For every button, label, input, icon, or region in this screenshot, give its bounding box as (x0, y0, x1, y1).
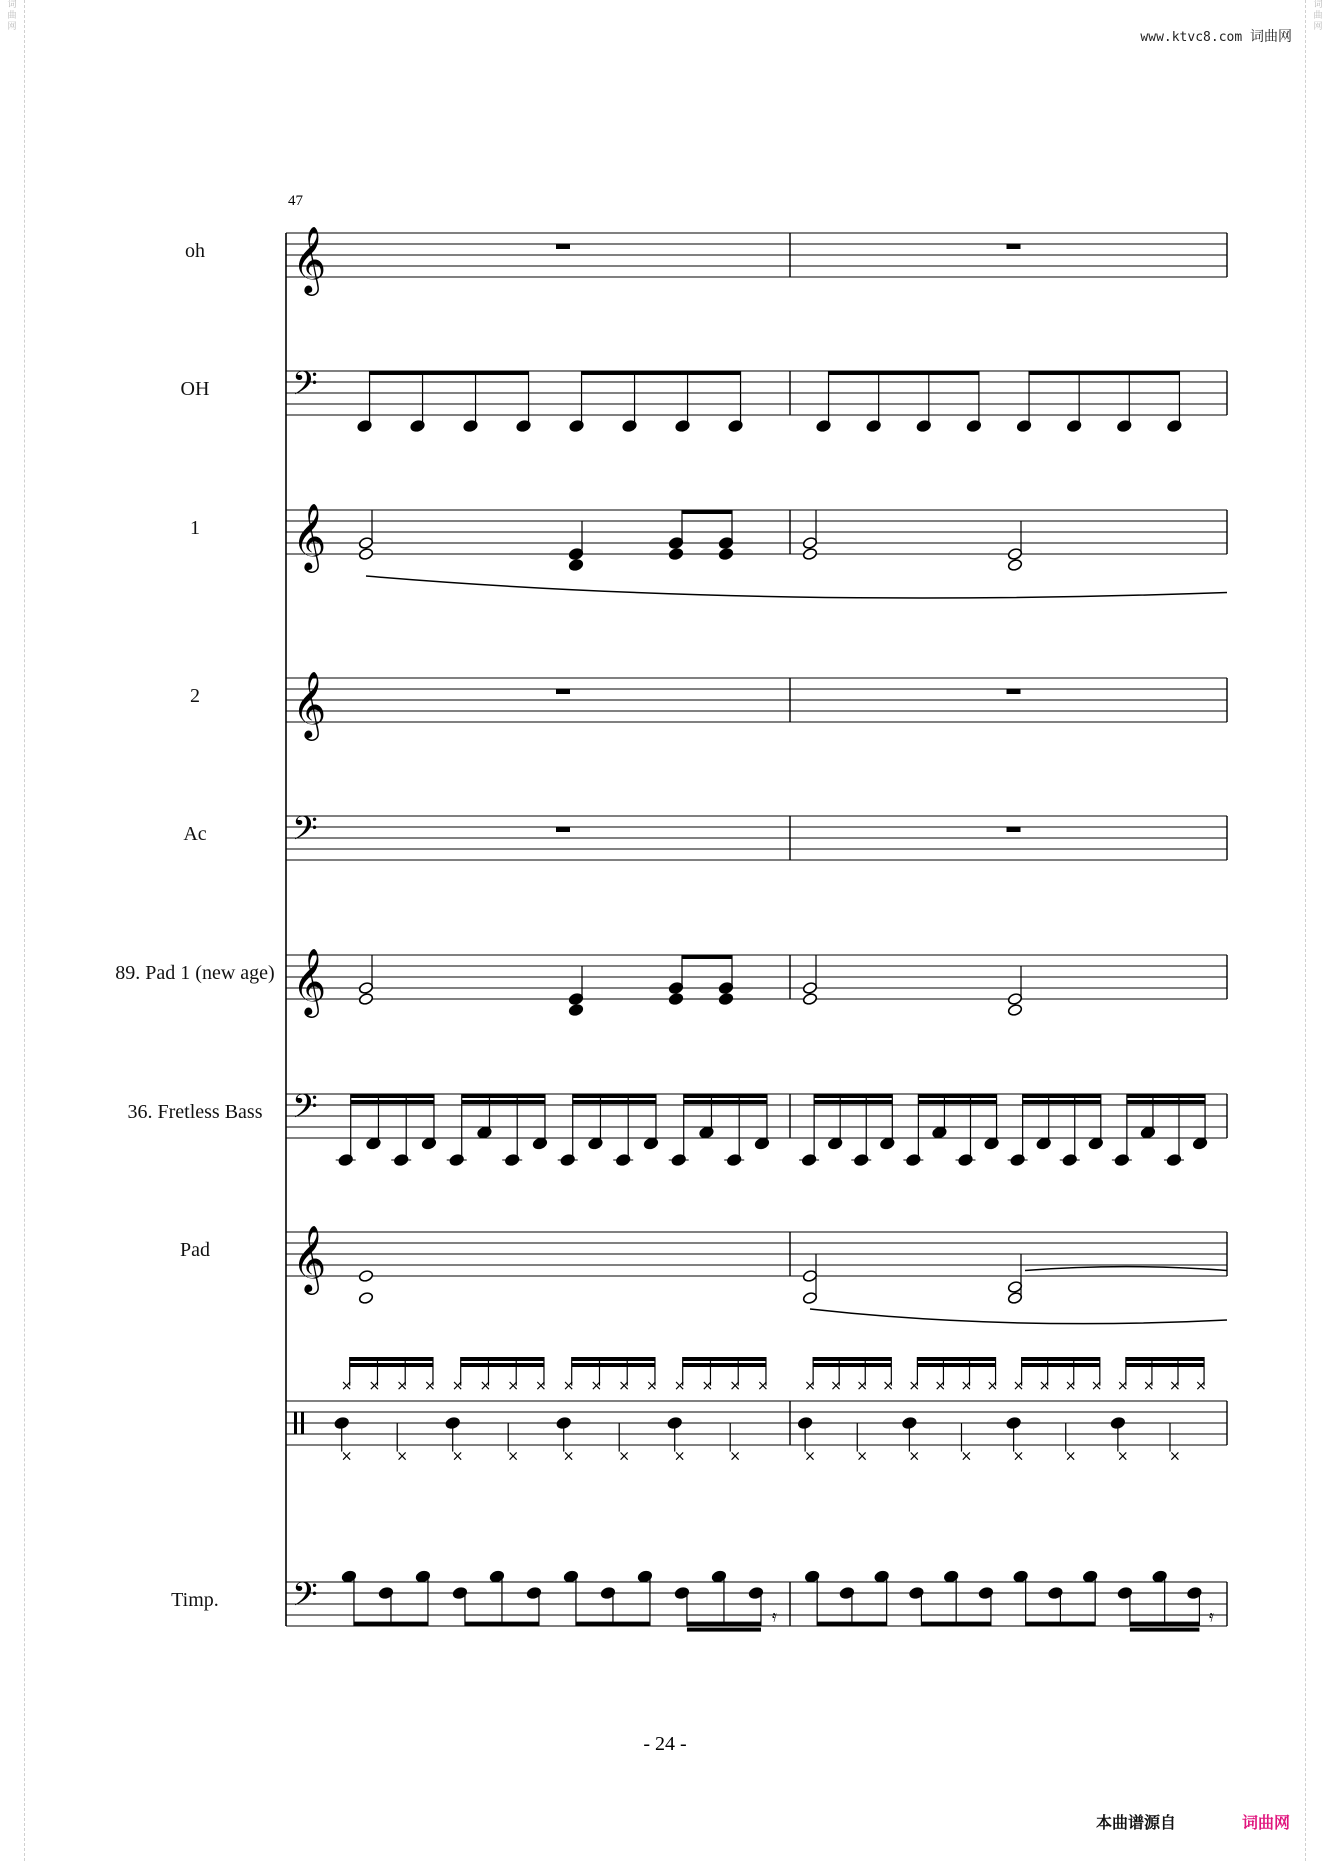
note-beam (350, 1363, 433, 1367)
hihat-note: × (396, 1378, 408, 1394)
note-head (568, 558, 583, 571)
drum-note (797, 1416, 812, 1429)
sixteenth-rest: 𝄿 (772, 1606, 777, 1626)
whole-note (358, 1291, 373, 1304)
note-head (802, 1269, 817, 1282)
note-head (718, 981, 733, 994)
note-head (802, 992, 817, 1005)
pedal-note: × (1168, 1448, 1181, 1465)
note-beam (576, 1622, 650, 1626)
note-beam (573, 1094, 656, 1098)
note-beam (370, 371, 529, 375)
note-head (718, 536, 733, 549)
note-head (1007, 1291, 1022, 1304)
note-beam (684, 1094, 767, 1098)
percussion-clef (294, 1412, 297, 1434)
note-beam (917, 1363, 995, 1367)
drum-note (667, 1416, 682, 1429)
bass-clef: 𝄢 (292, 1576, 318, 1622)
note-beam (572, 1363, 655, 1367)
note-head (668, 981, 683, 994)
note-beam (462, 1094, 545, 1098)
note-head (568, 547, 583, 560)
sixteenth-rest: 𝄿 (1209, 1606, 1214, 1626)
hihat-note: × (645, 1378, 658, 1394)
tie (1025, 1267, 1227, 1271)
drum-note (1006, 1416, 1021, 1429)
instrument-label: Pad (180, 1239, 210, 1261)
site-url-text: www.ktvc8.com (1140, 30, 1243, 45)
hihat-note: × (451, 1378, 464, 1394)
note-beam (921, 1622, 991, 1626)
note-beam (682, 510, 732, 514)
drum-note (445, 1416, 460, 1429)
note-beam (1130, 1622, 1200, 1626)
hihat-note: × (856, 1378, 868, 1394)
note-head (568, 1003, 583, 1016)
treble-clef: 𝄞 (292, 670, 327, 738)
note-head (1007, 558, 1022, 571)
note-beam (829, 371, 979, 375)
hihat-note: × (590, 1378, 603, 1394)
note-beam (813, 1357, 891, 1361)
note-beam (572, 1357, 655, 1361)
hihat-note: × (986, 1378, 999, 1394)
footer-source-text: 本曲谱源自 (1096, 1813, 1177, 1832)
note-head (802, 1291, 817, 1304)
hihat-note: × (830, 1378, 842, 1394)
instrument-label: Ac (183, 823, 207, 845)
left-watermark-strip: 词 曲 网 (0, 0, 25, 1861)
whole-rest (556, 827, 570, 832)
note-beam (1126, 1363, 1204, 1367)
note-head (1007, 547, 1022, 560)
pedal-note: × (451, 1448, 464, 1465)
hihat-note: × (1168, 1378, 1181, 1394)
note-beam (687, 1622, 761, 1626)
pedal-note: × (804, 1448, 816, 1465)
whole-rest (556, 689, 570, 694)
note-head (1007, 1280, 1022, 1293)
note-head (718, 547, 733, 560)
hihat-note: × (1142, 1378, 1155, 1394)
slur (810, 1309, 1227, 1324)
hihat-note: × (729, 1378, 741, 1394)
pedal-note: × (1012, 1448, 1025, 1465)
instrument-label: 89. Pad 1 (new age) (115, 962, 275, 984)
hihat-note: × (1116, 1378, 1129, 1394)
treble-clef: 𝄞 (292, 1224, 327, 1292)
pedal-note: × (1064, 1448, 1077, 1465)
pedal-note: × (507, 1448, 519, 1465)
note-beam (1130, 1628, 1200, 1632)
note-head (358, 536, 373, 549)
pedal-note: × (856, 1448, 868, 1465)
note-beam (462, 1100, 545, 1104)
hihat-note: × (368, 1378, 381, 1394)
whole-rest (1007, 244, 1021, 249)
hihat-note: × (1195, 1378, 1207, 1394)
note-beam (1127, 1100, 1205, 1104)
instrument-label: 1 (190, 517, 200, 539)
note-beam (582, 371, 741, 375)
note-beam (1022, 1357, 1100, 1361)
hihat-note: × (423, 1378, 436, 1394)
note-beam (917, 1357, 995, 1361)
slur (366, 576, 1227, 598)
note-beam (682, 955, 732, 959)
whole-note (358, 1269, 373, 1282)
pedal-note: × (396, 1448, 408, 1465)
note-beam (683, 1357, 766, 1361)
instrument-label: 36. Fretless Bass (127, 1101, 263, 1123)
hihat-note: × (804, 1378, 816, 1394)
note-beam (683, 1363, 766, 1367)
note-beam (814, 1094, 892, 1098)
pedal-note: × (1116, 1448, 1129, 1465)
note-head (1007, 992, 1022, 1005)
note-beam (351, 1094, 434, 1098)
pedal-note: × (340, 1448, 353, 1465)
note-beam (1022, 1363, 1100, 1367)
pedal-note: × (908, 1448, 921, 1465)
whole-rest (1007, 689, 1021, 694)
note-head (668, 547, 683, 560)
footer-source-site[interactable]: 词曲网 (1242, 1813, 1291, 1832)
drum-note (334, 1416, 349, 1429)
right-watermark-strip: 词 曲 网 (1305, 0, 1330, 1861)
bass-clef: 𝄢 (292, 365, 318, 411)
hihat-note: × (479, 1378, 492, 1394)
whole-rest (1007, 827, 1021, 832)
drum-note (902, 1416, 917, 1429)
hihat-note: × (882, 1378, 895, 1394)
pedal-note: × (673, 1448, 686, 1465)
note-head (668, 536, 683, 549)
note-beam (687, 1628, 761, 1632)
pedal-note: × (960, 1448, 973, 1465)
note-beam (1026, 1622, 1096, 1626)
whole-rest (556, 244, 570, 249)
treble-clef: 𝄞 (292, 502, 327, 570)
hihat-note: × (1090, 1378, 1103, 1394)
note-beam (814, 1100, 892, 1104)
hihat-note: × (960, 1378, 973, 1394)
note-beam (813, 1363, 891, 1367)
note-beam (1127, 1094, 1205, 1098)
page-number: - 24 - (643, 1733, 687, 1755)
note-beam (354, 1622, 428, 1626)
pedal-note: × (729, 1448, 741, 1465)
drum-note (556, 1416, 571, 1429)
hihat-note: × (1012, 1378, 1025, 1394)
note-head (668, 992, 683, 1005)
hihat-note: × (1038, 1378, 1051, 1394)
drum-note (1110, 1416, 1125, 1429)
instrument-label: 2 (190, 685, 200, 707)
percussion-clef (301, 1412, 304, 1434)
note-beam (573, 1100, 656, 1104)
note-beam (350, 1357, 433, 1361)
note-beam (461, 1363, 544, 1367)
note-head (802, 547, 817, 560)
bass-clef: 𝄢 (292, 1088, 318, 1134)
measure-number: 47 (288, 193, 303, 209)
pedal-note: × (618, 1448, 630, 1465)
note-head (718, 992, 733, 1005)
instrument-label: OH (180, 378, 210, 400)
hihat-note: × (562, 1378, 575, 1394)
hihat-note: × (673, 1378, 686, 1394)
treble-clef: 𝄞 (292, 225, 327, 293)
note-head (358, 547, 373, 560)
note-head (358, 981, 373, 994)
hihat-note: × (618, 1378, 630, 1394)
hihat-note: × (934, 1378, 947, 1394)
instrument-label: oh (185, 240, 205, 262)
note-beam (1023, 1100, 1101, 1104)
pedal-note: × (562, 1448, 575, 1465)
note-head (802, 981, 817, 994)
treble-clef: 𝄞 (292, 947, 327, 1015)
hihat-note: × (534, 1378, 547, 1394)
note-beam (1126, 1357, 1204, 1361)
hihat-note: × (507, 1378, 519, 1394)
hihat-note: × (908, 1378, 921, 1394)
note-beam (1029, 371, 1179, 375)
hihat-note: × (756, 1378, 769, 1394)
note-head (1007, 1003, 1022, 1016)
note-beam (1023, 1094, 1101, 1098)
hihat-note: × (701, 1378, 714, 1394)
note-beam (918, 1100, 996, 1104)
note-beam (465, 1622, 539, 1626)
site-name-text: 词曲网 (1250, 29, 1292, 45)
note-head (358, 992, 373, 1005)
note-beam (461, 1357, 544, 1361)
note-beam (684, 1100, 767, 1104)
hihat-note: × (1064, 1378, 1077, 1394)
note-beam (918, 1094, 996, 1098)
note-head (802, 536, 817, 549)
instrument-label: Timp. (171, 1589, 219, 1611)
bass-clef: 𝄢 (292, 810, 318, 856)
note-beam (817, 1622, 887, 1626)
note-beam (351, 1100, 434, 1104)
note-head (568, 992, 583, 1005)
hihat-note: × (340, 1378, 353, 1394)
